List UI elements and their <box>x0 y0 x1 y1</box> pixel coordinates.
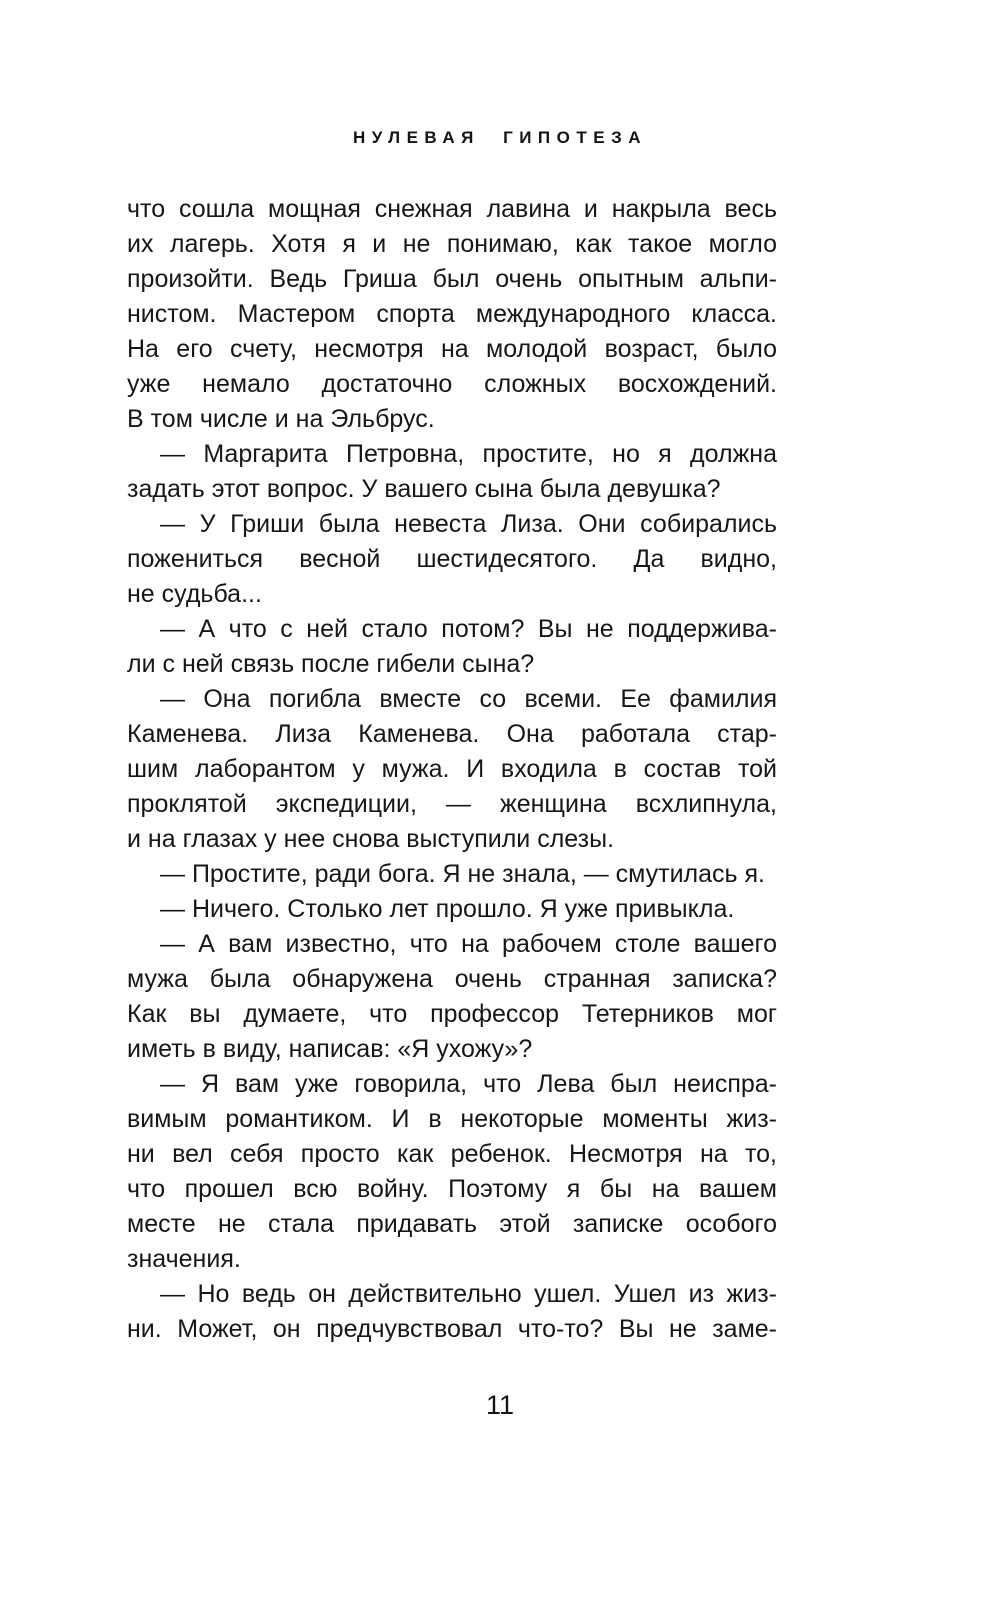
text-line: задать этот вопрос. У вашего сына была девушка? <box>127 475 721 503</box>
text-line: проклятой экспедиции, — женщина всхлипнула, <box>127 790 777 818</box>
text-line: Каменева. Лиза Каменева. Она работала стар- <box>127 720 777 748</box>
text-line: что прошел всю войну. Поэтому я бы на вашем <box>127 1175 777 1203</box>
text-line: месте не стала придавать этой записке особого <box>127 1210 777 1238</box>
text-line: шим лаборантом у мужа. И входила в состав той <box>127 755 777 783</box>
text-line: иметь в виду, написав: «Я ухожу»? <box>127 1035 533 1063</box>
text-line: их лагерь. Хотя я и не понимаю, как такое могло <box>127 230 777 258</box>
text-line: пожениться весной шестидесятого. Да видно, <box>127 545 777 573</box>
text-line: ни. Может, он предчувствовал что-то? Вы не заме- <box>127 1315 777 1343</box>
text-line: произойти. Ведь Гриша был очень опытным альпи- <box>127 265 777 293</box>
text-line: что сошла мощная снежная лавина и накрыла весь <box>127 195 777 223</box>
text-line: уже немало достаточно сложных восхождений. <box>127 370 777 398</box>
text-line: не судьба... <box>127 580 262 608</box>
text-line: — Но ведь он действительно ушел. Ушел из жиз- <box>160 1280 777 1308</box>
text-line: — Она погибла вместе со всеми. Ее фамилия <box>160 685 777 713</box>
text-line: На его счету, несмотря на молодой возраст, было <box>127 335 777 363</box>
text-line: — Простите, ради бога. Я не знала, — смутилась я. <box>160 860 765 888</box>
text-line: — У Гриши была невеста Лиза. Они собирались <box>160 510 777 538</box>
text-line: Как вы думаете, что профессор Тетерников мог <box>127 1000 777 1028</box>
text-block <box>127 192 777 1347</box>
text-line: — Маргарита Петровна, простите, но я должна <box>160 440 777 468</box>
text-line: В том числе и на Эльбрус. <box>127 405 435 433</box>
page-number: 11 <box>485 1390 515 1420</box>
text-line: вимым романтиком. И в некоторые моменты жиз- <box>127 1105 777 1133</box>
running-head: НУЛЕВАЯ ГИПОТЕЗА <box>352 128 648 147</box>
text-line: ни вел себя просто как ребенок. Несмотря на то, <box>127 1140 777 1168</box>
text-line: значения. <box>127 1245 241 1273</box>
text-line: — А что с ней стало потом? Вы не поддержива- <box>160 615 777 643</box>
text-line: мужа была обнаружена очень странная записка? <box>127 965 777 993</box>
text-line: — Ничего. Столько лет прошло. Я уже привыкла. <box>160 895 735 923</box>
text-line: — А вам известно, что на рабочем столе вашего <box>160 930 777 958</box>
text-line: ли с ней связь после гибели сына? <box>127 650 535 678</box>
text-line: нистом. Мастером спорта международного класса. <box>127 300 777 328</box>
text-line: — Я вам уже говорила, что Лева был неиспра- <box>160 1070 777 1098</box>
text-line: и на глазах у нее снова выступили слезы. <box>127 825 615 853</box>
